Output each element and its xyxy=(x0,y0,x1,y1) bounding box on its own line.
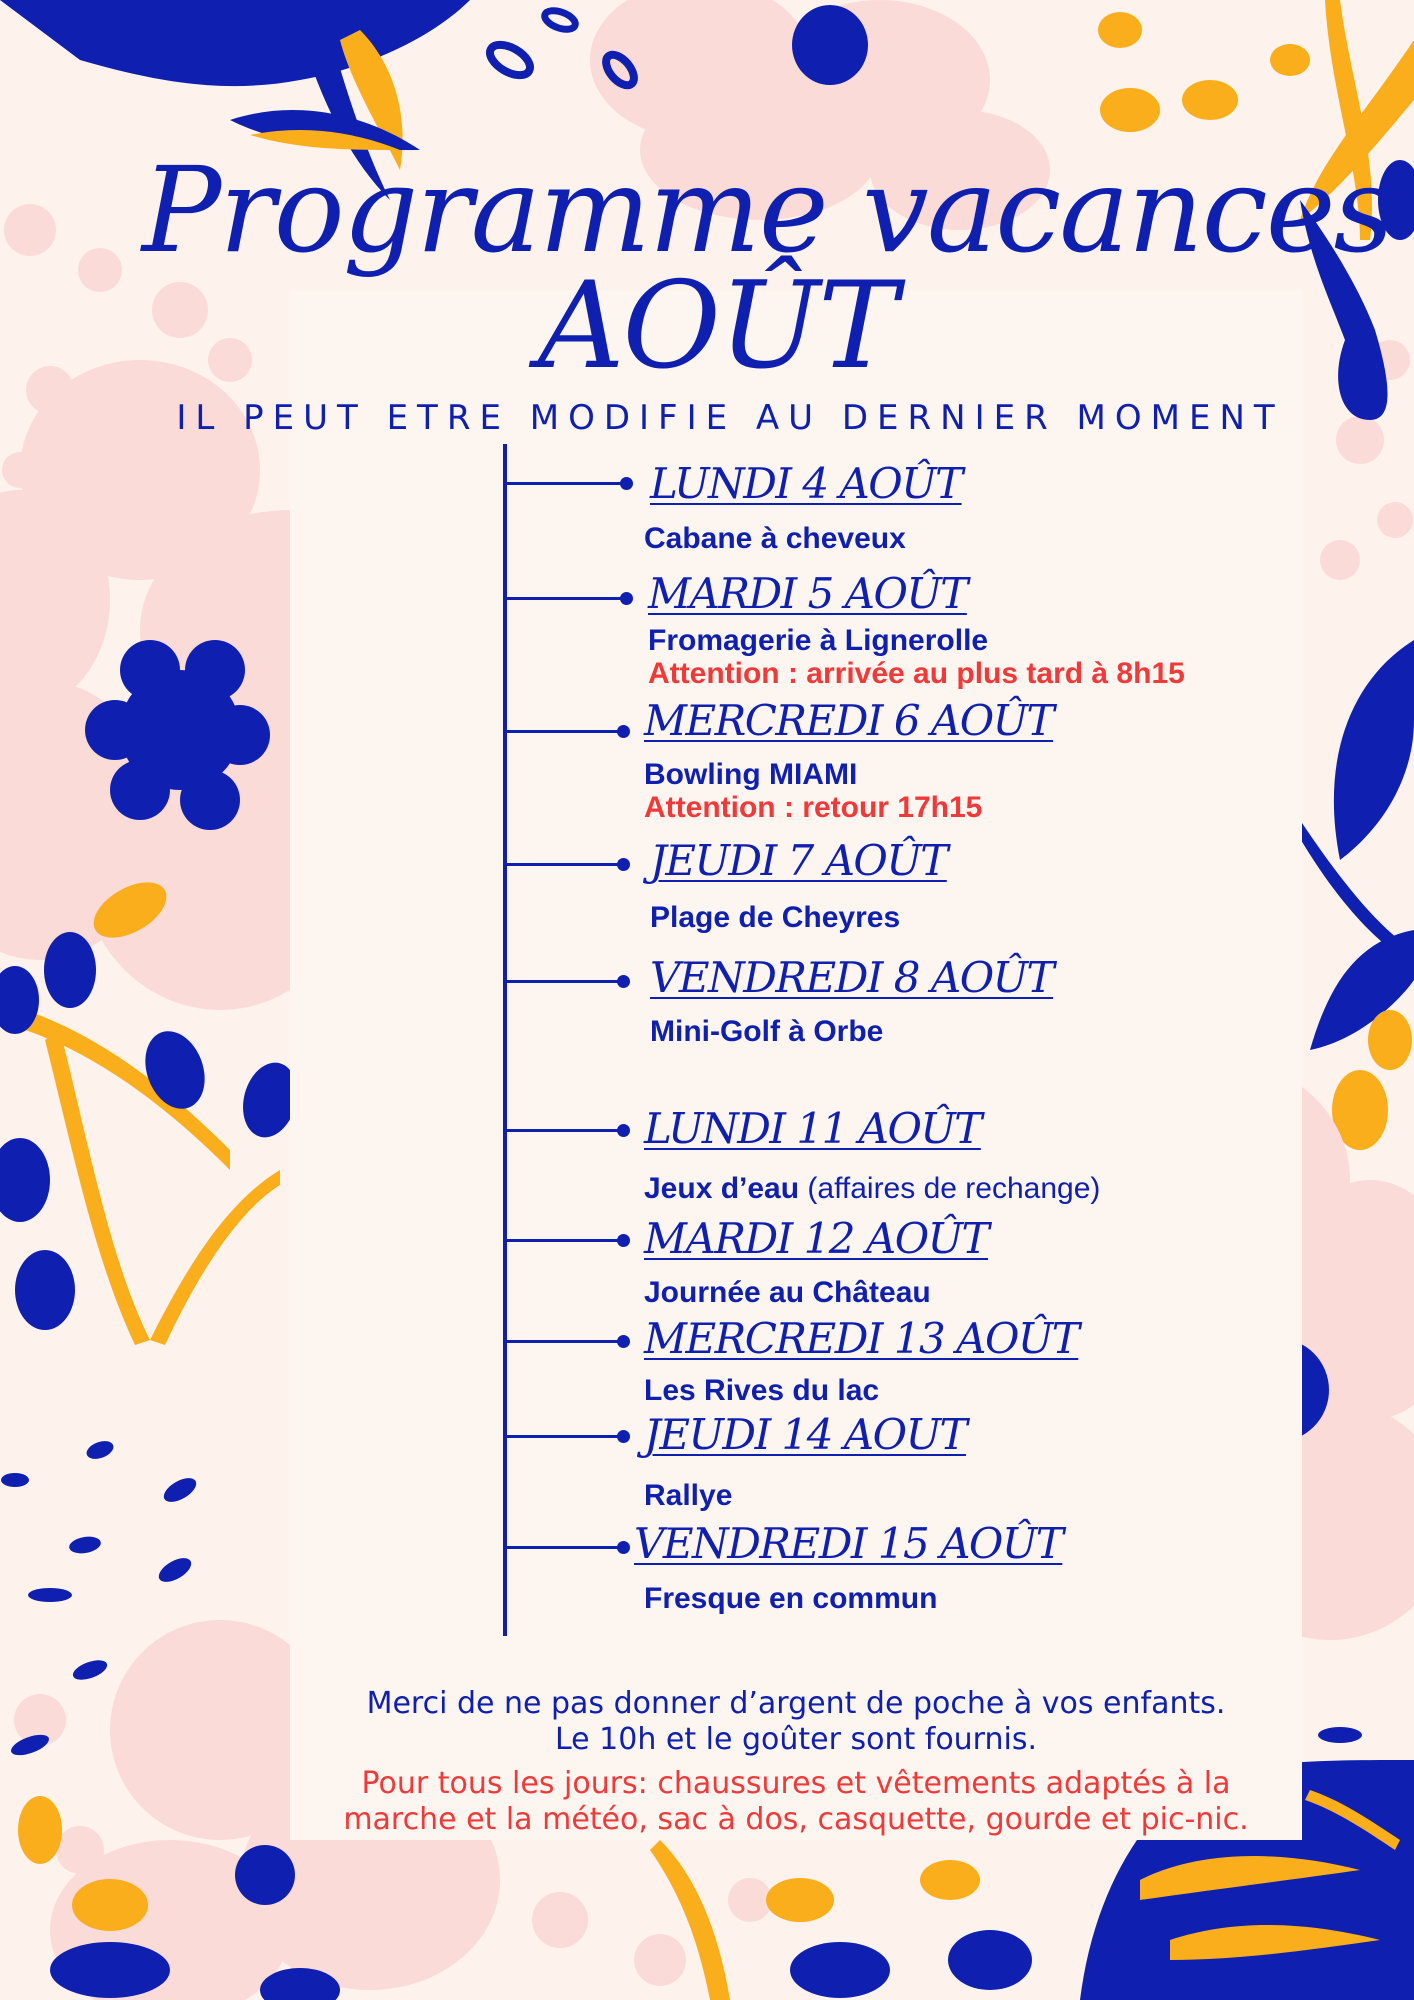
activity-label-main: Jeux d’eau xyxy=(644,1172,800,1205)
footer-line: Pour tous les jours: chaussures et vêtements adaptés à la xyxy=(361,1766,1231,1801)
day-heading: JEUDI 14 AOUT xyxy=(644,1410,966,1459)
timeline-dot xyxy=(617,1335,630,1348)
right-leaves xyxy=(1295,640,1414,1150)
timeline-dot xyxy=(617,1541,630,1554)
activity-warning: Attention : arrivée au plus tard à 8h15 xyxy=(648,657,1185,690)
day-heading: MARDI 5 AOÛT xyxy=(648,569,967,618)
day-heading: LUNDI 11 AOÛT xyxy=(644,1104,981,1153)
subtitle-notice: IL PEUT ETRE MODIFIE AU DERNIER MOMENT xyxy=(176,398,1284,438)
activity-label: Fresque en commun xyxy=(644,1582,938,1615)
activity-label: Cabane à cheveux xyxy=(644,522,906,555)
page-title: Programme vacances xyxy=(141,141,1393,279)
timeline-dot xyxy=(620,592,633,605)
activity-label: Les Rives du lac xyxy=(644,1374,880,1407)
day-heading: JEUDI 7 AOÛT xyxy=(650,836,947,885)
timeline-connector xyxy=(507,597,627,600)
activity-label: Fromagerie à Lignerolle xyxy=(648,624,989,657)
timeline-connector xyxy=(507,1340,624,1343)
activity-label: Plage de Cheyres xyxy=(650,901,901,934)
footer-line: marche et la météo, sac à dos, casquette, gourde et pic-nic. xyxy=(343,1802,1249,1837)
activity-label: Bowling MIAMI xyxy=(644,758,858,791)
activity-warning: Attention : retour 17h15 xyxy=(644,791,983,824)
timeline-dot xyxy=(617,1124,630,1137)
footer-info xyxy=(300,1686,1292,1758)
page-title-month: AOÛT xyxy=(537,257,897,396)
activity-label: Journée au Château xyxy=(644,1276,931,1309)
activity-label xyxy=(644,1172,1100,1206)
day-heading: VENDREDI 15 AOÛT xyxy=(634,1519,1063,1568)
timeline-connector xyxy=(507,1239,624,1242)
timeline-connector xyxy=(507,863,624,866)
footer-line: Le 10h et le goûter sont fournis. xyxy=(554,1722,1038,1757)
timeline-dot xyxy=(617,858,630,871)
timeline-dot xyxy=(620,477,633,490)
day-heading: LUNDI 4 AOÛT xyxy=(650,459,962,508)
timeline-line xyxy=(503,444,507,1636)
timeline-connector xyxy=(507,730,624,733)
day-heading: MERCREDI 13 AOÛT xyxy=(644,1314,1079,1363)
timeline-connector xyxy=(507,1129,624,1132)
activity-label-extra: (affaires de rechange) xyxy=(799,1172,1101,1205)
timeline-connector xyxy=(507,482,627,485)
day-heading: VENDREDI 8 AOÛT xyxy=(650,953,1054,1002)
day-heading: MERCREDI 6 AOÛT xyxy=(644,696,1054,745)
footer-requirements xyxy=(300,1766,1292,1838)
footer-line: Merci de ne pas donner d’argent de poche à vos enfants. xyxy=(366,1686,1226,1721)
timeline-dot xyxy=(617,975,630,988)
timeline-connector xyxy=(507,1546,624,1549)
timeline-dot xyxy=(617,725,630,738)
timeline-connector xyxy=(507,1435,624,1438)
timeline-dot xyxy=(617,1234,630,1247)
activity-label: Rallye xyxy=(644,1479,733,1512)
timeline-connector xyxy=(507,980,624,983)
activity-label: Mini-Golf à Orbe xyxy=(650,1015,884,1048)
timeline-dot xyxy=(617,1430,630,1443)
day-heading: MARDI 12 AOÛT xyxy=(644,1214,989,1263)
